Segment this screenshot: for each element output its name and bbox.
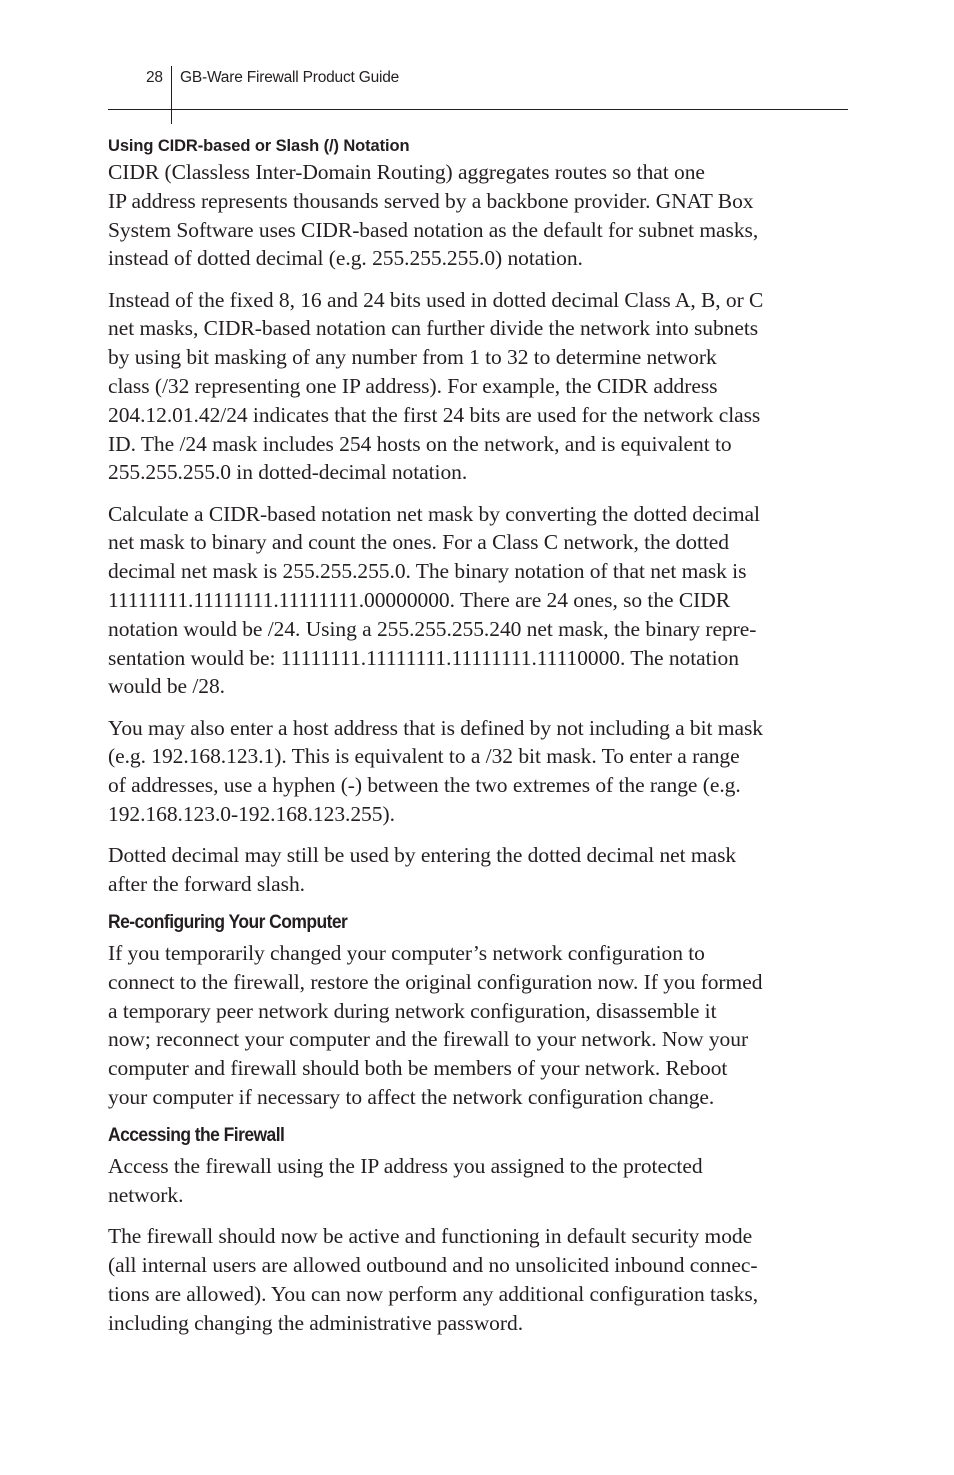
paragraph bbox=[108, 939, 848, 1112]
text-line: Calculate a CIDR-based notation net mask by converting the dotted decimal bbox=[108, 501, 760, 526]
text-line: ID. The /24 mask includes 254 hosts on the network, and is equivalent to bbox=[108, 431, 732, 456]
text-line: Instead of the fixed 8, 16 and 24 bits used in dotted decimal Class A, B, or C bbox=[108, 287, 764, 312]
text-line: would be /28. bbox=[108, 674, 225, 699]
paragraph bbox=[108, 1152, 848, 1210]
text-line: network. bbox=[108, 1183, 184, 1208]
section-heading: Re-configuring Your Computer bbox=[108, 912, 348, 934]
text-line: a temporary peer network during network configuration, disassemble it bbox=[108, 998, 717, 1023]
text-line: (e.g. 192.168.123.1). This is equivalent to a /32 bit mask. To enter a range bbox=[108, 744, 740, 769]
text-line: Access the firewall using the IP address you assigned to the protected bbox=[108, 1154, 703, 1179]
text-line: decimal net mask is 255.255.255.0. The binary notation of that net mask is bbox=[108, 559, 747, 584]
page-header bbox=[108, 66, 848, 110]
text-line: sentation would be: 11111111.11111111.11111111.11110000. The notation bbox=[108, 645, 739, 670]
paragraph bbox=[108, 1222, 848, 1337]
text-line: of addresses, use a hyphen (-) between the two extremes of the range (e.g. bbox=[108, 773, 741, 798]
text-line: tions are allowed). You can now perform any additional configuration tasks, bbox=[108, 1281, 759, 1306]
text-line: (all internal users are allowed outbound and no unsolicited inbound connec- bbox=[108, 1253, 758, 1278]
section-heading: Accessing the Firewall bbox=[108, 1125, 285, 1147]
text-line: 192.168.123.0-192.168.123.255). bbox=[108, 801, 395, 826]
text-line: connect to the firewall, restore the original configuration now. If you formed bbox=[108, 969, 763, 994]
text-line: net masks, CIDR-based notation can further divide the network into subnets bbox=[108, 316, 759, 341]
paragraph bbox=[108, 500, 848, 702]
text-line: instead of dotted decimal (e.g. 255.255.255.0) notation. bbox=[108, 246, 583, 271]
section-reconfiguring-computer bbox=[108, 911, 848, 1112]
paragraph bbox=[108, 841, 848, 899]
text-line: 204.12.01.42/24 indicates that the first 24 bits are used for the network class bbox=[108, 402, 761, 427]
section-cidr-notation bbox=[108, 135, 848, 899]
text-line: computer and firewall should both be members of your network. Reboot bbox=[108, 1056, 728, 1081]
text-line: including changing the administrative password. bbox=[108, 1310, 524, 1335]
text-line: by using bit masking of any number from 1 to 32 to determine network bbox=[108, 345, 717, 370]
text-line: class (/32 representing one IP address). For example, the CIDR address bbox=[108, 373, 718, 398]
text-line: System Software uses CIDR-based notation as the default for subnet masks, bbox=[108, 217, 759, 242]
text-line: You may also enter a host address that is defined by not including a bit mask bbox=[108, 715, 763, 740]
header-divider bbox=[171, 66, 172, 124]
page-number: 28 bbox=[146, 69, 163, 86]
text-line: notation would be /24. Using a 255.255.255.240 net mask, the binary repre- bbox=[108, 616, 757, 641]
text-line: 11111111.11111111.11111111.00000000. There are 24 ones, so the CIDR bbox=[108, 587, 731, 612]
text-line: after the forward slash. bbox=[108, 871, 305, 896]
text-line: net mask to binary and count the ones. For a Class C network, the dotted bbox=[108, 530, 729, 555]
text-line: CIDR (Classless Inter-Domain Routing) aggregates routes so that one bbox=[108, 160, 705, 184]
page-content bbox=[108, 135, 848, 1350]
paragraph bbox=[108, 158, 848, 273]
text-line: 255.255.255.0 in dotted-decimal notation. bbox=[108, 460, 468, 485]
text-line: Dotted decimal may still be used by entering the dotted decimal net mask bbox=[108, 843, 737, 868]
paragraph bbox=[108, 286, 848, 488]
text-line: now; reconnect your computer and the firewall to your network. Now your bbox=[108, 1027, 749, 1052]
text-line: your computer if necessary to affect the network configuration change. bbox=[108, 1085, 715, 1110]
running-title: GB-Ware Firewall Product Guide bbox=[180, 69, 400, 86]
text-line: If you temporarily changed your computer’s network configuration to bbox=[108, 941, 705, 966]
text-line: The firewall should now be active and functioning in default security mode bbox=[108, 1224, 753, 1249]
section-heading: Using CIDR-based or Slash (/) Notation bbox=[108, 137, 410, 155]
paragraph bbox=[108, 714, 848, 829]
section-accessing-firewall bbox=[108, 1124, 848, 1337]
text-line: IP address represents thousands served by a backbone provider. GNAT Box bbox=[108, 188, 754, 213]
